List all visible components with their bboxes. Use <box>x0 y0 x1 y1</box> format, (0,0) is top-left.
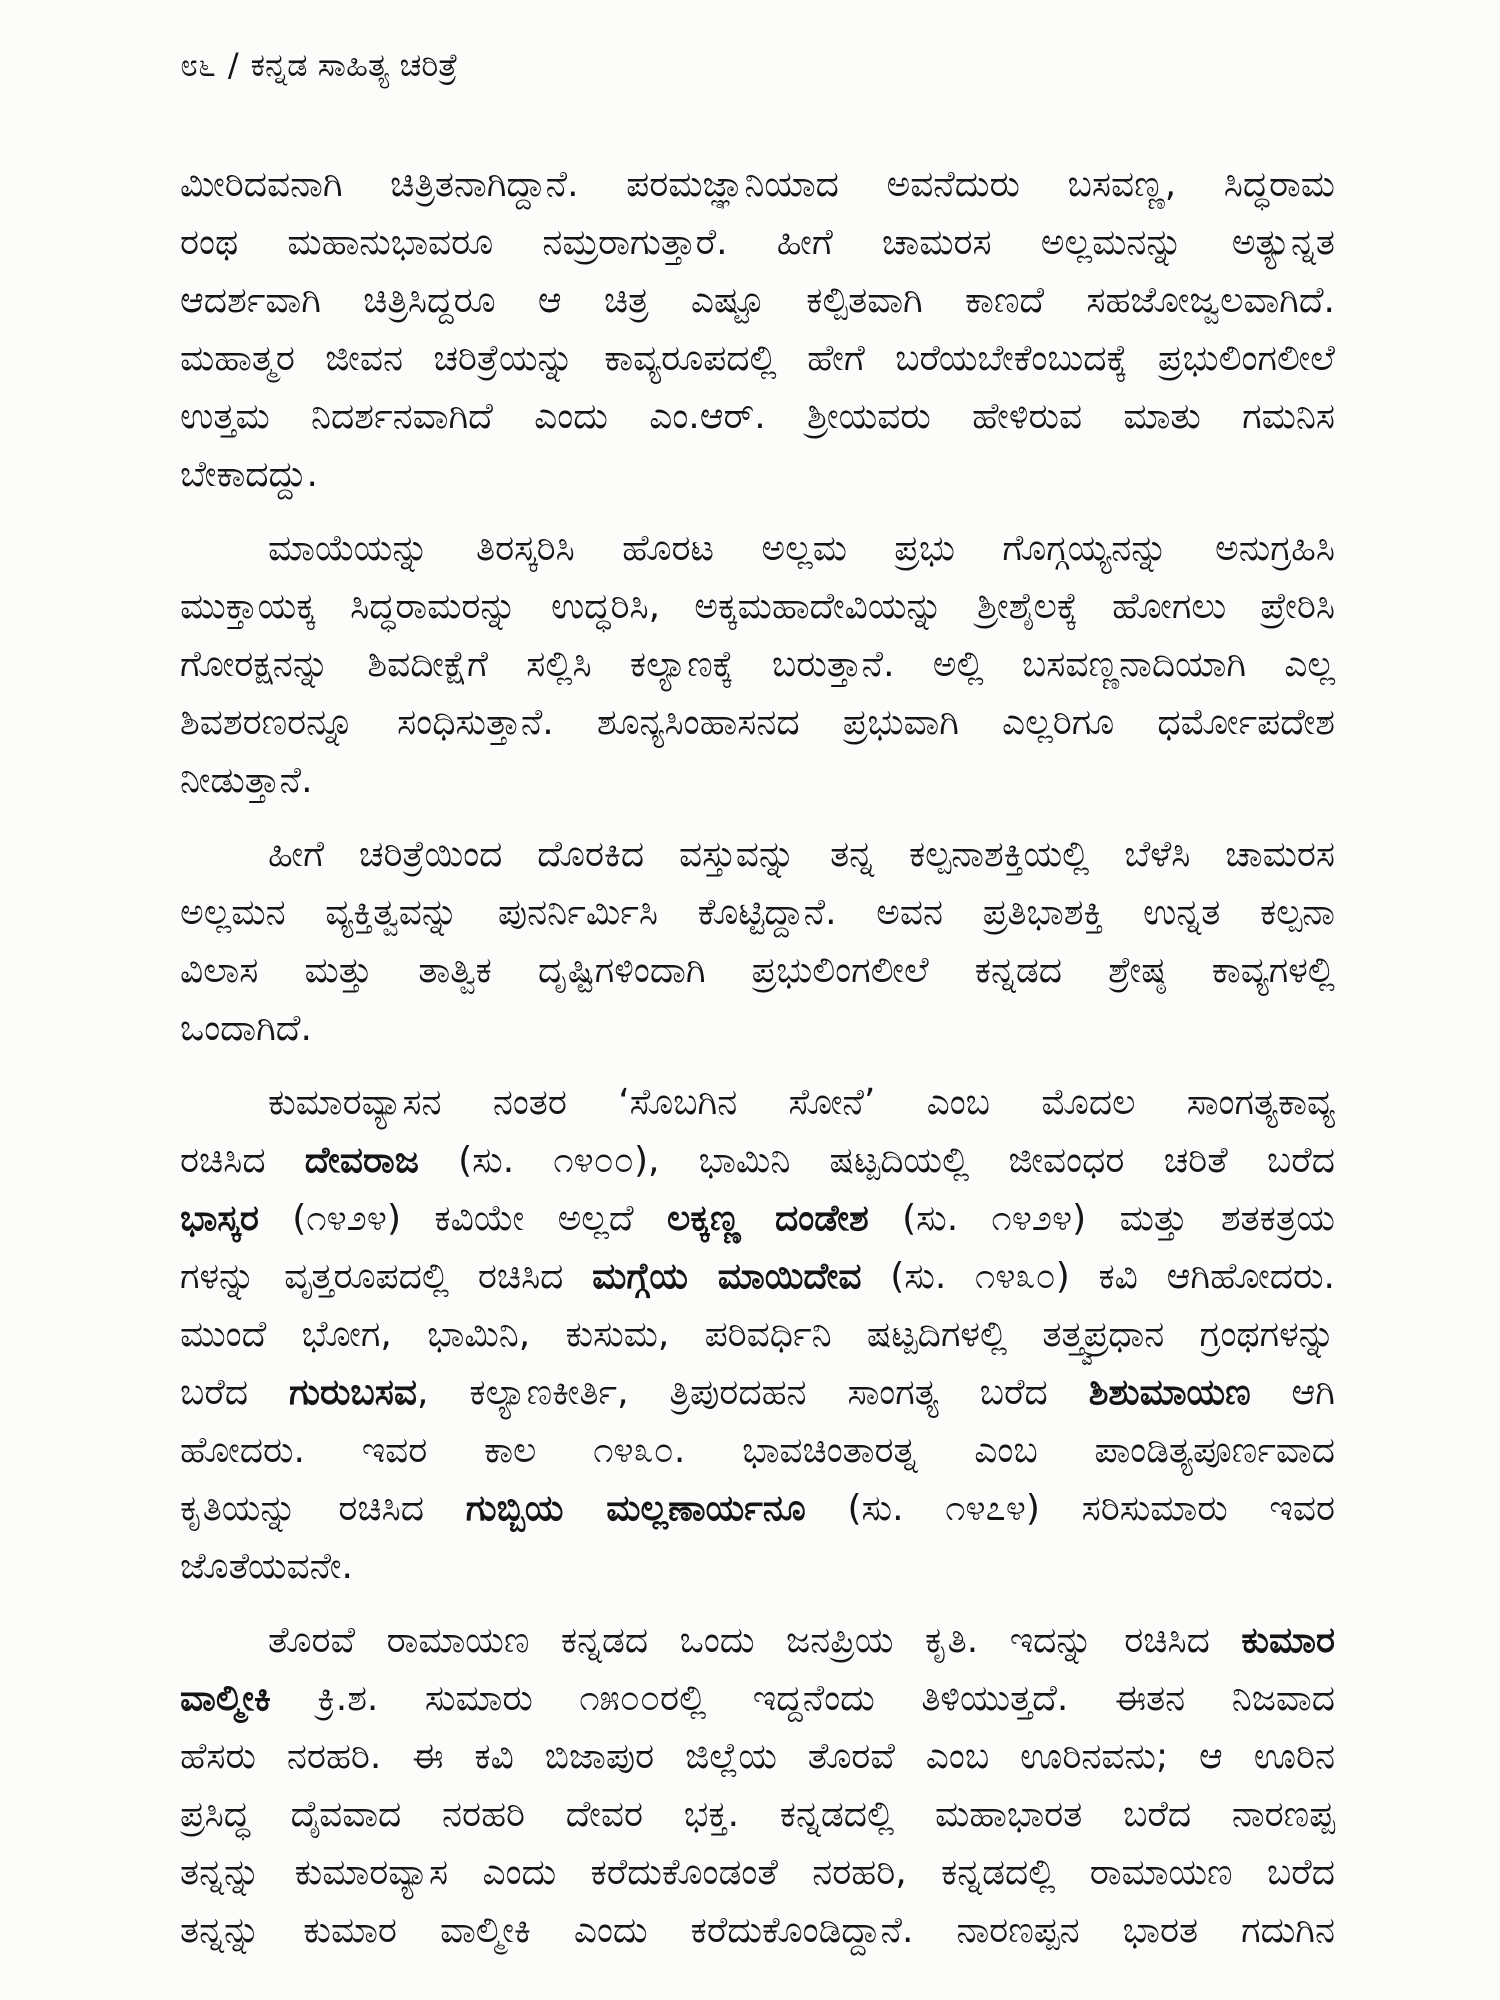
bold-term: ಭಾಸ್ಕರ <box>180 1198 259 1239</box>
text-line <box>180 694 1335 752</box>
paragraph <box>180 1074 1335 1596</box>
bold-term: ಕುಮಾರ <box>1241 1620 1335 1661</box>
text-segment: ಮಾಯೆಯನ್ನು ತಿರಸ್ಕರಿಸಿ ಹೊರಟ ಅಲ್ಲಮ ಪ್ರಭು ಗೊಗ್ಗಯ್ಯನನ್ನು ಅನುಗ್ರಹಿಸಿ <box>268 528 1335 569</box>
text-segment: ಆಗಿ <box>1250 1372 1335 1413</box>
text-segment: ಕೃತಿಯನ್ನು ರಚಿಸಿದ <box>180 1488 466 1529</box>
text-segment: ಕ್ರಿ.ಶ. ಸುಮಾರು ೧೫೦೦ರಲ್ಲಿ ಇದ್ದನೆಂದು ತಿಳಿಯುತ್ತದೆ. ಈತನ ನಿಜವಾದ <box>270 1678 1335 1719</box>
text-line <box>180 156 1335 214</box>
text-segment: (ಸು. ೧೪೨೪) ಮತ್ತು ಶತಕತ್ರಯ <box>868 1198 1335 1239</box>
text-segment: ರಚಿಸಿದ <box>180 1140 305 1181</box>
text-line <box>180 1000 1335 1058</box>
text-segment: , ಕಲ್ಯಾಣಕೀರ್ತಿ, ತ್ರಿಪುರದಹನ ಸಾಂಗತ್ಯ ಬರೆದ <box>417 1372 1089 1413</box>
text-segment: ಹೋದರು. ಇವರ ಕಾಲ ೧೪೩೦. ಭಾವಚಿಂತಾರತ್ನ ಎಂಬ ಪಾಂಡಿತ್ಯಪೂರ್ಣವಾದ <box>180 1430 1335 1471</box>
text-line <box>180 752 1335 810</box>
text-segment: ನೀಡುತ್ತಾನೆ. <box>180 760 313 801</box>
text-segment: ಗಳನ್ನು ವೃತ್ತರೂಪದಲ್ಲಿ ರಚಿಸಿದ <box>180 1256 593 1297</box>
text-line <box>180 1364 1335 1422</box>
text-segment: ಬರೆದ <box>180 1372 290 1413</box>
text-segment: ಬೇಕಾದದ್ದು. <box>180 454 318 495</box>
text-line <box>180 636 1335 694</box>
text-segment: ಜೊತೆಯವನೇ. <box>180 1546 353 1587</box>
paragraph <box>180 1612 1335 1960</box>
text-line <box>180 330 1335 388</box>
text-line <box>180 272 1335 330</box>
bold-term: ವಾಲ್ಮೀಕಿ <box>180 1678 271 1719</box>
paragraph <box>180 826 1335 1058</box>
text-segment: ತನ್ನನ್ನು ಕುಮಾರ ವಾಲ್ಮೀಕಿ ಎಂದು ಕರೆದುಕೊಂಡಿದ್ದಾನೆ. ನಾರಣಪ್ಪನ ಭಾರತ ಗದುಗಿನ <box>180 1910 1335 1951</box>
text-line <box>180 1670 1335 1728</box>
text-line <box>180 1902 1335 1960</box>
text-segment: (೧೪೨೪) ಕವಿಯೇ ಅಲ್ಲದೆ <box>258 1198 667 1239</box>
text-line <box>180 1728 1335 1786</box>
text-segment: ಪ್ರಸಿದ್ಧ ದೈವವಾದ ನರಹರಿ ದೇವರ ಭಕ್ತ. ಕನ್ನಡದಲ್ಲಿ ಮಹಾಭಾರತ ಬರೆದ ನಾರಣಪ್ಪ <box>180 1794 1335 1835</box>
text-line <box>180 578 1335 636</box>
text-segment: ಅಲ್ಲಮನ ವ್ಯಕ್ತಿತ್ವವನ್ನು ಪುನರ್ನಿರ್ಮಿಸಿ ಕೊಟ್ಟಿದ್ದಾನೆ. ಅವನ ಪ್ರತಿಭಾಶಕ್ತಿ ಉನ್ನತ ಕಲ್ಪನಾ <box>180 892 1335 933</box>
text-line <box>180 1612 1335 1670</box>
text-segment: ಮೀರಿದವನಾಗಿ ಚಿತ್ರಿತನಾಗಿದ್ದಾನೆ. ಪರಮಜ್ಞಾನಿಯಾದ ಅವನೆದುರು ಬಸವಣ್ಣ, ಸಿದ್ಧರಾಮ <box>180 164 1335 205</box>
text-line <box>180 214 1335 272</box>
text-segment: ಗೋರಕ್ಷನನ್ನು ಶಿವದೀಕ್ಷೆಗೆ ಸಲ್ಲಿಸಿ ಕಲ್ಯಾಣಕ್ಕೆ ಬರುತ್ತಾನೆ. ಅಲ್ಲಿ ಬಸವಣ್ಣನಾದಿಯಾಗಿ ಎಲ್ಲ <box>180 644 1335 685</box>
text-segment: ಕುಮಾರವ್ಯಾಸನ ನಂತರ ‘ಸೊಬಗಿನ ಸೋನೆ’ ಎಂಬ ಮೊದಲ ಸಾಂಗತ್ಯಕಾವ್ಯ <box>268 1082 1335 1123</box>
text-segment: ಶಿವಶರಣರನ್ನೂ ಸಂಧಿಸುತ್ತಾನೆ. ಶೂನ್ಯಸಿಂಹಾಸನದ ಪ್ರಭುವಾಗಿ ಎಲ್ಲರಿಗೂ ಧರ್ಮೋಪದೇಶ <box>180 702 1335 743</box>
text-segment: ಮಹಾತ್ಮರ ಜೀವನ ಚರಿತ್ರೆಯನ್ನು ಕಾವ್ಯರೂಪದಲ್ಲಿ ಹೇಗೆ ಬರೆಯಬೇಕೆಂಬುದಕ್ಕೆ ಪ್ರಭುಲಿಂಗಲೀಲೆ <box>180 338 1335 379</box>
text-segment: (ಸು. ೧೪೩೦) ಕವಿ ಆಗಿಹೋದರು. <box>861 1256 1335 1297</box>
text-segment: ಮುಕ್ತಾಯಕ್ಕ ಸಿದ್ಧರಾಮರನ್ನು ಉದ್ಧರಿಸಿ, ಅಕ್ಕಮಹಾದೇವಿಯನ್ನು ಶ್ರೀಶೈಲಕ್ಕೆ ಹೋಗಲು ಪ್ರೇರಿಸಿ <box>180 586 1335 627</box>
text-line <box>180 1538 1335 1596</box>
text-line <box>180 884 1335 942</box>
text-line <box>180 942 1335 1000</box>
text-segment: ಒಂದಾಗಿದೆ. <box>180 1008 312 1049</box>
book-title: ಕನ್ನಡ ಸಾಹಿತ್ಯ ಚರಿತ್ರೆ <box>250 46 458 84</box>
text-segment: ವಿಲಾಸ ಮತ್ತು ತಾತ್ವಿಕ ದೃಷ್ಟಿಗಳಿಂದಾಗಿ ಪ್ರಭುಲಿಂಗಲೀಲೆ ಕನ್ನಡದ ಶ್ರೇಷ್ಠ ಕಾವ್ಯಗಳಲ್ಲಿ <box>180 950 1335 991</box>
text-line <box>180 520 1335 578</box>
text-segment: ಹೀಗೆ ಚರಿತ್ರೆಯಿಂದ ದೊರಕಿದ ವಸ್ತುವನ್ನು ತನ್ನ ಕಲ್ಪನಾಶಕ್ತಿಯಲ್ಲಿ ಬೆಳೆಸಿ ಚಾಮರಸ <box>268 834 1335 875</box>
bold-term: ಗುಬ್ಬಿಯ ಮಲ್ಲಣಾರ್ಯನೂ <box>465 1488 806 1529</box>
text-line <box>180 388 1335 446</box>
bold-term: ಲಕ್ಕಣ್ಣ ದಂಡೇಶ <box>667 1198 869 1239</box>
text-segment: ತೊರವೆ ರಾಮಾಯಣ ಕನ್ನಡದ ಒಂದು ಜನಪ್ರಿಯ ಕೃತಿ. ಇದನ್ನು ರಚಿಸಿದ <box>268 1620 1242 1661</box>
text-line <box>180 1132 1335 1190</box>
text-line <box>180 1074 1335 1132</box>
text-line <box>180 446 1335 504</box>
text-segment: ಮುಂದೆ ಭೋಗ, ಭಾಮಿನಿ, ಕುಸುಮ, ಪರಿವರ್ಧಿನಿ ಷಟ್ಪದಿಗಳಲ್ಲಿ ತತ್ತ್ವಪ್ರಧಾನ ಗ್ರಂಥಗಳನ್ನು <box>180 1314 1335 1355</box>
text-line <box>180 1480 1335 1538</box>
text-line <box>180 1248 1335 1306</box>
text-segment: ಹೆಸರು ನರಹರಿ. ಈ ಕವಿ ಬಿಜಾಪುರ ಜಿಲ್ಲೆಯ ತೊರವೆ ಎಂಬ ಊರಿನವನು; ಆ ಊರಿನ <box>180 1736 1335 1777</box>
text-segment: ಆದರ್ಶವಾಗಿ ಚಿತ್ರಿಸಿದ್ದರೂ ಆ ಚಿತ್ರ ಎಷ್ಟೂ ಕಲ್ಪಿತವಾಗಿ ಕಾಣದೆ ಸಹಜೋಜ್ವಲವಾಗಿದೆ. <box>180 280 1335 321</box>
text-line <box>180 1786 1335 1844</box>
text-line <box>180 1190 1335 1248</box>
text-segment: ಉತ್ತಮ ನಿದರ್ಶನವಾಗಿದೆ ಎಂದು ಎಂ.ಆರ್. ಶ್ರೀಯವರು ಹೇಳಿರುವ ಮಾತು ಗಮನಿಸ <box>180 396 1335 437</box>
paragraph <box>180 520 1335 810</box>
text-line <box>180 1844 1335 1902</box>
text-line <box>180 1422 1335 1480</box>
text-segment: ರಂಥ ಮಹಾನುಭಾವರೂ ನಮ್ರರಾಗುತ್ತಾರೆ. ಹೀಗೆ ಚಾಮರಸ ಅಲ್ಲಮನನ್ನು ಅತ್ಯುನ್ನತ <box>180 222 1335 263</box>
text-segment: (ಸು. ೧೪೦೦), ಭಾಮಿನಿ ಷಟ್ಪದಿಯಲ್ಲಿ ಜೀವಂಧರ ಚರಿತೆ ಬರೆದ <box>418 1140 1335 1181</box>
text-segment: ತನ್ನನ್ನು ಕುಮಾರವ್ಯಾಸ ಎಂದು ಕರೆದುಕೊಂಡಂತೆ ನರಹರಿ, ಕನ್ನಡದಲ್ಲಿ ರಾಮಾಯಣ ಬರೆದ <box>180 1852 1335 1893</box>
paragraph <box>180 156 1335 504</box>
running-header <box>180 40 458 90</box>
text-line <box>180 1306 1335 1364</box>
header-separator: / <box>227 46 239 84</box>
text-line <box>180 826 1335 884</box>
body-text <box>180 156 1335 1976</box>
page-number: ೮೬ <box>180 46 216 84</box>
bold-term: ದೇವರಾಜ <box>304 1140 419 1181</box>
bold-term: ಶಿಶುಮಾಯಣ <box>1088 1372 1251 1413</box>
bold-term: ಮಗ್ಗೆಯ ಮಾಯಿದೇವ <box>592 1256 862 1297</box>
bold-term: ಗುರುಬಸವ <box>289 1372 418 1413</box>
text-segment: (ಸು. ೧೪೭೪) ಸರಿಸುಮಾರು ಇವರ <box>805 1488 1335 1529</box>
